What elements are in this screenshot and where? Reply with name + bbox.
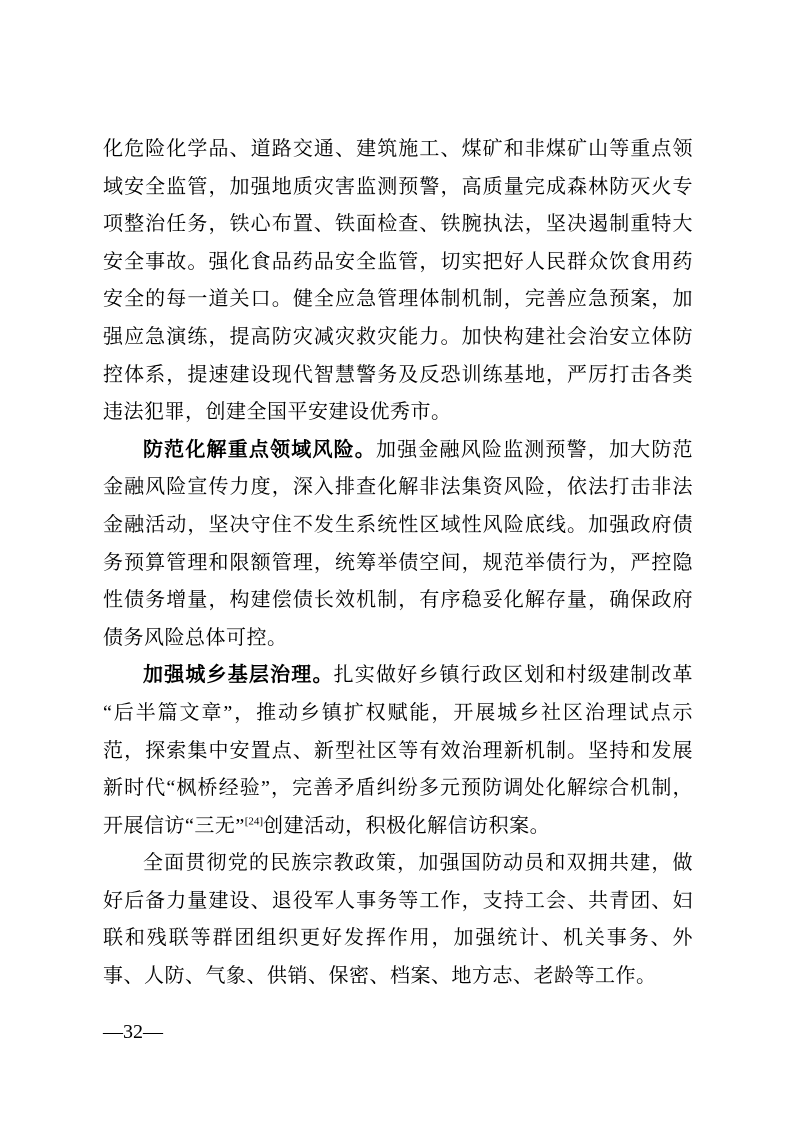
paragraph — [103, 432, 693, 658]
paragraph-text: 化危险化学品、道路交通、建筑施工、煤矿和非煤矿山等重点领域安全监管，加强地质灾害监测预警，高质量完成森林防灭火专项整治任务，铁心布置、铁面检查、铁腕执法，坚决遏制重特大安全事故。强化食品药品安全监管，切实把好人民群众饮食用药安全的每一道关口。健全应急管理体制机制，完善应急预案，加强应急演练，提高防灾减灾救灾能力。加快构建社会治安立体防控体系，提速建设现代智慧警务及反恐训练基地，严厉打击各类违法犯罪，创建全国平安建设优秀市。 — [103, 138, 693, 424]
paragraph-text: 扎实做好乡镇行政区划和村级建制改革“后半篇文章”，推动乡镇扩权赋能，开展城乡社区治理试点示范，探索集中安置点、新型社区等有效治理新机制。坚持和发展新时代“枫桥经验”，完善矛盾纠纷多元预防调处化解综合机制，开展信访“三无” — [103, 664, 694, 837]
document-content — [103, 131, 693, 996]
paragraph — [103, 845, 693, 995]
paragraph-text: 全面贯彻党的民族宗教政策，加强国防动员和双拥共建，做好后备力量建设、退役军人事务等工作，支持工会、共青团、妇联和残联等群团组织更好发挥作用，加强统计、机关事务、外事、人防、气象、供销、保密、档案、地方志、老龄等工作。 — [103, 852, 693, 988]
paragraph — [103, 657, 693, 845]
paragraph-lead-bold: 防范化解重点领域风险。 — [143, 438, 376, 461]
paragraph-lead-bold: 加强城乡基层治理。 — [143, 664, 334, 687]
paragraph-text: 创建活动，积极化解信访积案。 — [263, 814, 551, 837]
paragraph-text: 加强金融风险监测预警，加大防范金融风险宣传力度，深入排查化解非法集资风险，依法打击非法金融活动，坚决守住不发生系统性区域性风险底线。加强政府债务预算管理和限额管理，统筹举债空间，规范举债行为，严控隐性债务增量，构建偿债长效机制，有序稳妥化解存量，确保政府债务风险总体可控。 — [103, 438, 694, 649]
page-number: —32— — [103, 1021, 163, 1043]
paragraph — [103, 131, 693, 432]
footnote-reference: [24] — [244, 815, 264, 828]
